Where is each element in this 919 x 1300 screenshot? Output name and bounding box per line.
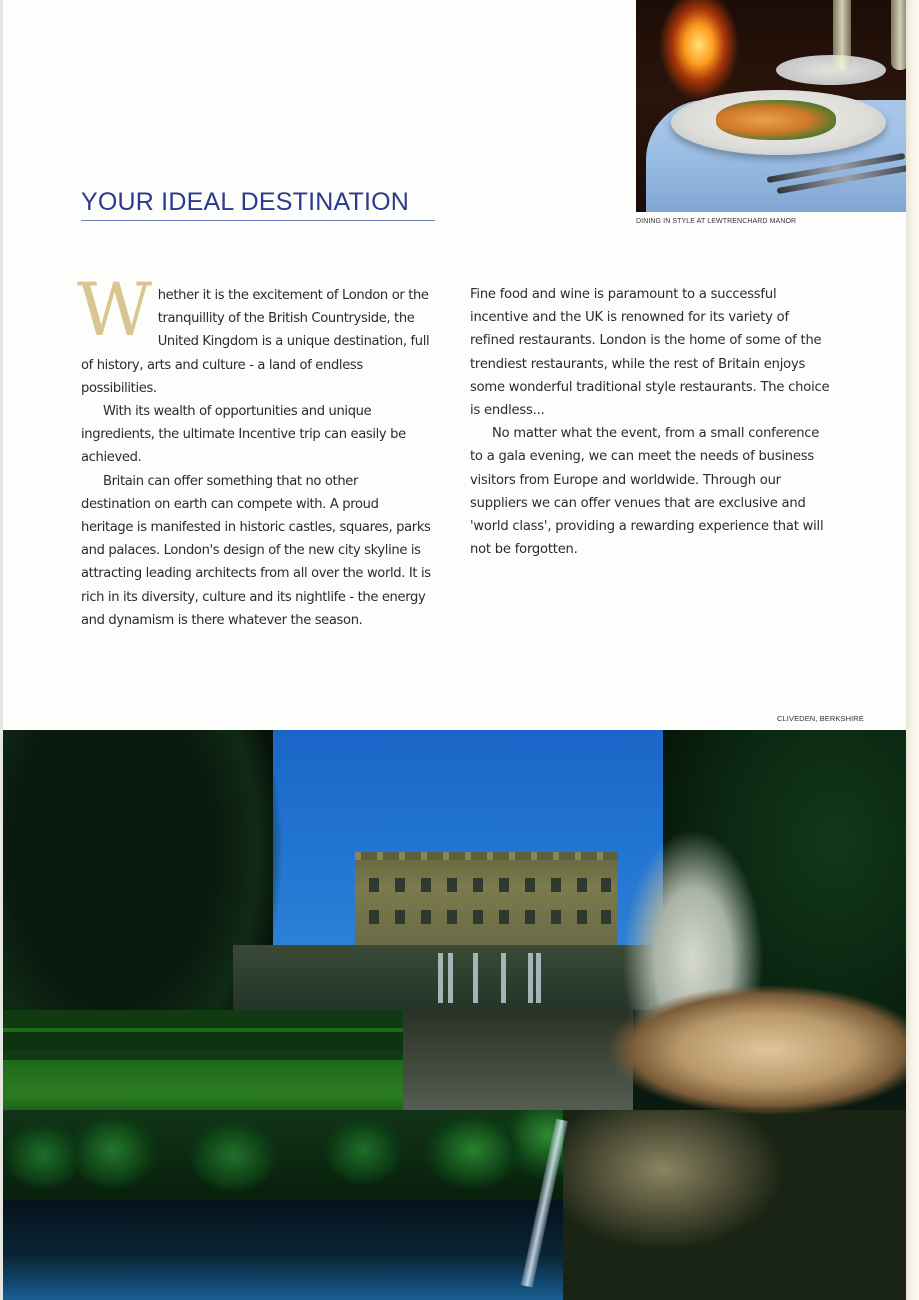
cliveden-photo [3,730,906,1300]
paragraph-text: hether it is the excitement of London or the tranquillity of the British Countryside, the United Kingdom is a unique destination, full of history, arts and culture - a land of endless possibilities. [81,288,430,396]
dining-photo-caption: DINING IN STYLE AT LEWTRENCHARD MANOR [636,218,797,225]
wine-glass-shape [833,0,851,70]
side-plate-shape [776,55,886,85]
house-shape [355,860,617,952]
article-paragraph: Britain can offer something that no other destination on earth can compete with. A proud heritage is manifested in historic castles, squares, parks and palaces. London's design of the new city skyline is attracting leading architects from all over the world. It is rich in its diversity, culture and its nightlife - the energy and dynamism is there whatever the season. [81,473,431,628]
garden-photo-caption: CLIVEDEN, BERKSHIRE [777,714,864,723]
terrace-shape [233,945,653,1010]
article-left-column [77,268,431,632]
article-paragraph [77,268,431,400]
article-paragraph: No matter what the event, from a small conference to a gala evening, we can meet the needs of business visitors from Europe and worldwide. Through our suppliers we can offer venues that are exclusive and 'world class', providing a rewarding experience that will not be forgotten. [470,426,824,558]
article-paragraph: With its wealth of opportunities and unique ingredients, the ultimate Incentive trip can easily be achieved. [81,404,406,466]
page-title: YOUR IDEAL DESTINATION [81,186,435,221]
fountain-shell-shape [608,980,906,1130]
article-right-column [470,283,830,561]
drop-cap: W [77,268,152,353]
page-edge [906,0,919,1300]
dining-photo [636,0,909,212]
article-paragraph: Fine food and wine is paramount to a successful incentive and the UK is renowned for its variety of refined restaurants. London is the home of some of the trendiest restaurants, while the rest of Britain enjoys some wonderful traditional style restaurants. The choice is endless... [470,287,830,419]
rocks-shape [563,1110,906,1300]
food-shape [716,100,836,140]
